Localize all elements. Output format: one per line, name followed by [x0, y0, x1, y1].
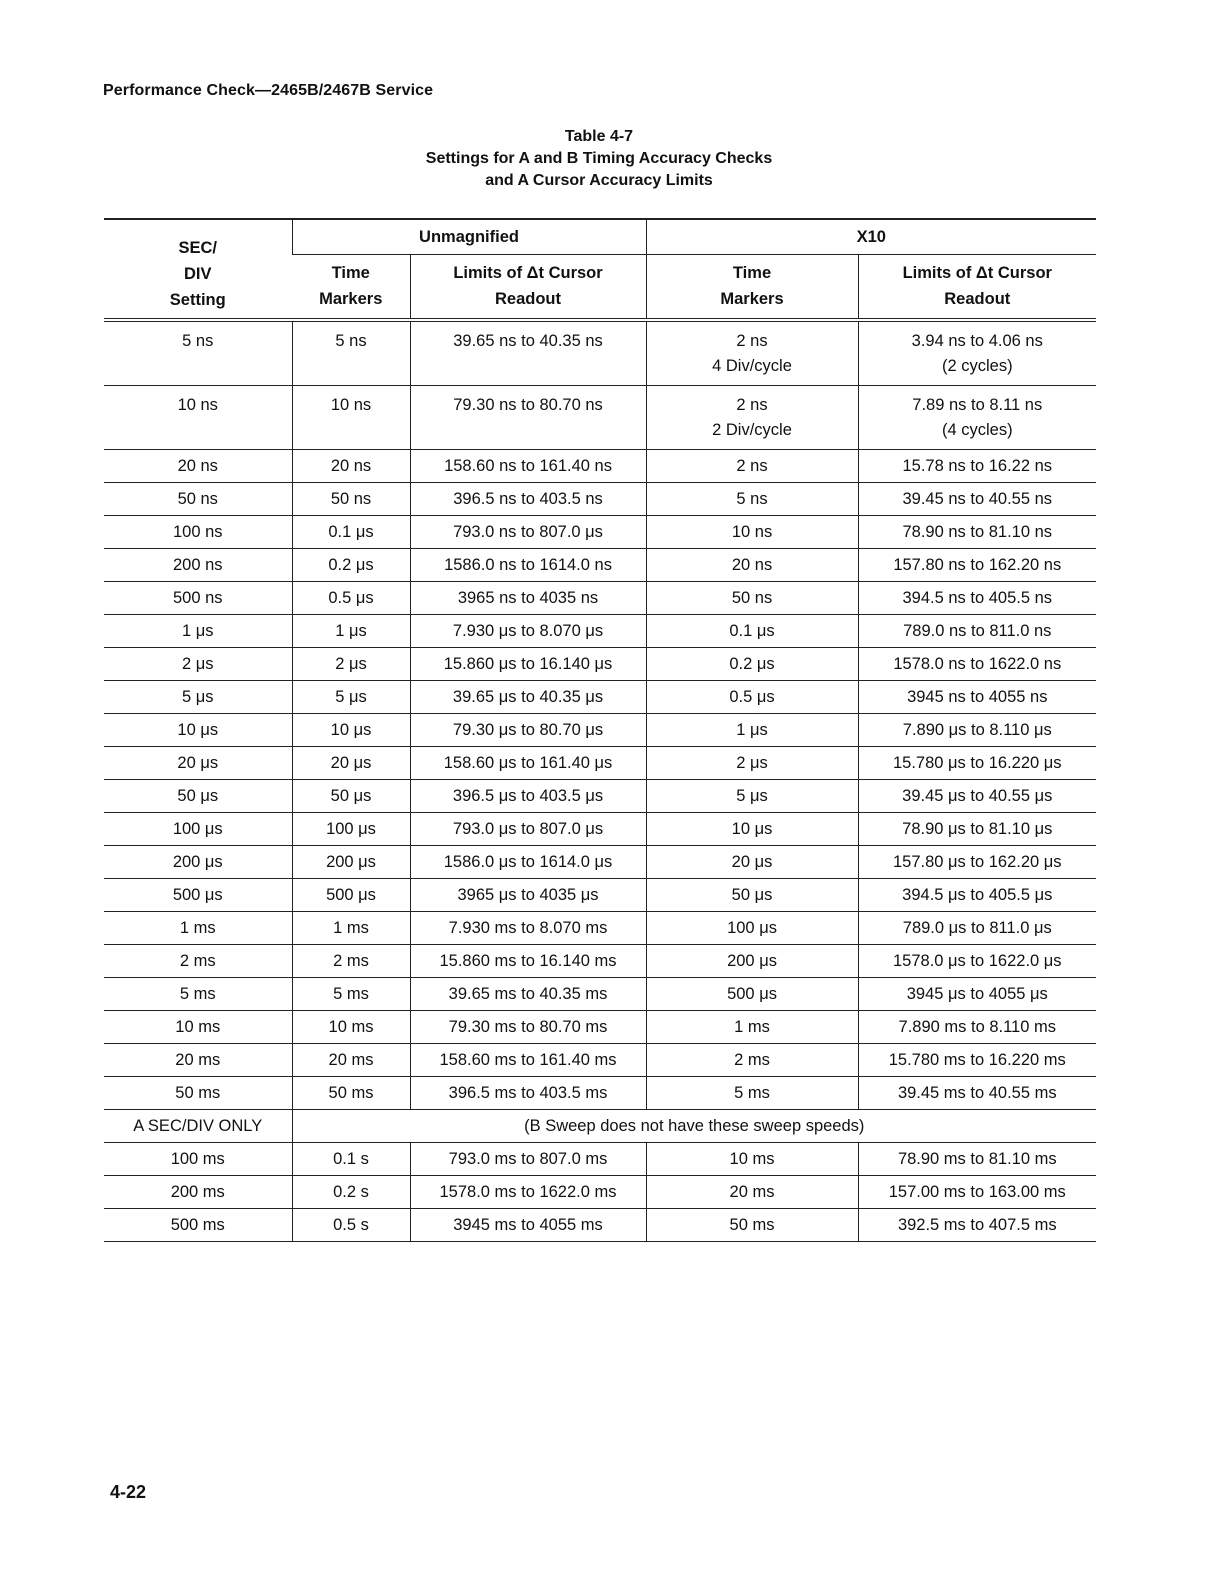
cell-unmagnified-limits: 79.30 μs to 80.70 μs — [410, 714, 646, 747]
cell-x10-limits — [858, 320, 1096, 386]
cell-unmagnified-markers: 2 μs — [292, 648, 410, 681]
table-row — [104, 978, 1096, 1011]
cell-unmagnified-markers: 10 μs — [292, 714, 410, 747]
cell-x10-limits: 7.890 ms to 8.110 ms — [858, 1011, 1096, 1044]
cell-unmagnified-limits: 3945 ms to 4055 ms — [410, 1209, 646, 1242]
header-sec-div-setting — [104, 219, 292, 320]
cell-unmagnified-limits: 158.60 ms to 161.40 ms — [410, 1044, 646, 1077]
cell-x10-limits: 39.45 μs to 40.55 μs — [858, 780, 1096, 813]
cell-setting: 10 ns — [104, 386, 292, 450]
cell-x10-limits: 394.5 μs to 405.5 μs — [858, 879, 1096, 912]
cell-x10-markers: 0.5 μs — [646, 681, 858, 714]
header-setting-line-3: Setting — [169, 291, 226, 309]
cell-unmagnified-markers: 2 ms — [292, 945, 410, 978]
table-title-line-2: and A Cursor Accuracy Limits — [485, 172, 713, 189]
cell-x10-limits: 1578.0 ns to 1622.0 ns — [858, 648, 1096, 681]
cell-x10-markers: 2 ns — [646, 450, 858, 483]
cell-x10-markers: 50 ms — [646, 1209, 858, 1242]
header-setting-line-1: SEC/ — [178, 239, 217, 257]
header-unmagnified-limits — [410, 255, 646, 321]
cell-unmagnified-markers: 50 ns — [292, 483, 410, 516]
header-x10-limits — [858, 255, 1096, 321]
cell-unmagnified-markers: 20 μs — [292, 747, 410, 780]
cell-unmagnified-markers: 10 ns — [292, 386, 410, 450]
cell-unmagnified-markers: 20 ns — [292, 450, 410, 483]
cell-x10-limits: 3945 ns to 4055 ns — [858, 681, 1096, 714]
cell-setting: 200 μs — [104, 846, 292, 879]
table-row — [104, 681, 1096, 714]
cell-unmagnified-markers: 5 μs — [292, 681, 410, 714]
cell-x10-markers-value: 2 ns — [736, 332, 768, 350]
table-caption — [0, 126, 1198, 192]
page-number: 4-22 — [110, 1482, 147, 1502]
cell-setting: 100 ms — [104, 1143, 292, 1176]
cell-unmagnified-limits: 15.860 μs to 16.140 μs — [410, 648, 646, 681]
cell-x10-limits: 15.780 ms to 16.220 ms — [858, 1044, 1096, 1077]
cell-unmagnified-limits: 39.65 ms to 40.35 ms — [410, 978, 646, 1011]
cell-x10-limits-value: 7.89 ns to 8.11 ns — [912, 396, 1043, 414]
cell-x10-markers: 50 ns — [646, 582, 858, 615]
cell-setting: 50 ns — [104, 483, 292, 516]
a-sec-div-only-label: A SEC/DIV ONLY — [104, 1110, 292, 1143]
cell-unmagnified-limits: 396.5 ns to 403.5 ns — [410, 483, 646, 516]
cell-unmagnified-limits: 396.5 ms to 403.5 ms — [410, 1077, 646, 1110]
cell-x10-markers — [646, 386, 858, 450]
cell-unmagnified-limits: 158.60 ns to 161.40 ns — [410, 450, 646, 483]
a-only-note-row — [104, 1110, 1096, 1143]
cell-setting: 500 ms — [104, 1209, 292, 1242]
cell-unmagnified-limits: 39.65 μs to 40.35 μs — [410, 681, 646, 714]
table-row — [104, 813, 1096, 846]
table-row — [104, 483, 1096, 516]
cell-x10-markers: 20 ns — [646, 549, 858, 582]
cell-unmagnified-markers: 5 ms — [292, 978, 410, 1011]
cell-unmagnified-limits: 793.0 ns to 807.0 μs — [410, 516, 646, 549]
cell-unmagnified-limits: 7.930 μs to 8.070 μs — [410, 615, 646, 648]
cell-x10-markers: 50 μs — [646, 879, 858, 912]
cell-setting: 2 μs — [104, 648, 292, 681]
cell-x10-markers-value: 2 ns — [736, 396, 768, 414]
cell-unmagnified-limits: 79.30 ns to 80.70 ns — [410, 386, 646, 450]
table-row — [104, 450, 1096, 483]
cell-x10-limits: 15.78 ns to 16.22 ns — [858, 450, 1096, 483]
cell-unmagnified-markers: 0.1 s — [292, 1143, 410, 1176]
table-row — [104, 320, 1096, 386]
cell-unmagnified-limits: 79.30 ms to 80.70 ms — [410, 1011, 646, 1044]
cell-unmagnified-markers: 1 ms — [292, 912, 410, 945]
cell-setting: 5 ms — [104, 978, 292, 1011]
table-row — [104, 846, 1096, 879]
header-limits-line-1: Limits of Δt Cursor — [902, 264, 1052, 282]
cell-x10-markers: 5 ns — [646, 483, 858, 516]
table-row — [104, 1077, 1096, 1110]
cell-x10-limits: 78.90 ms to 81.10 ms — [858, 1143, 1096, 1176]
cell-unmagnified-markers: 10 ms — [292, 1011, 410, 1044]
cell-x10-limits: 39.45 ms to 40.55 ms — [858, 1077, 1096, 1110]
cell-x10-limits: 7.890 μs to 8.110 μs — [858, 714, 1096, 747]
cell-x10-limits: 789.0 ns to 811.0 ns — [858, 615, 1096, 648]
table-row — [104, 879, 1096, 912]
cell-x10-markers: 500 μs — [646, 978, 858, 1011]
cell-unmagnified-limits: 1586.0 μs to 1614.0 μs — [410, 846, 646, 879]
cell-setting: 200 ms — [104, 1176, 292, 1209]
cell-unmagnified-markers: 50 ms — [292, 1077, 410, 1110]
cell-unmagnified-limits: 793.0 ms to 807.0 ms — [410, 1143, 646, 1176]
cell-x10-limits: 15.780 μs to 16.220 μs — [858, 747, 1096, 780]
table-body — [104, 320, 1096, 1242]
table-row — [104, 648, 1096, 681]
cell-unmagnified-limits: 3965 μs to 4035 μs — [410, 879, 646, 912]
cell-x10-limits: 157.80 μs to 162.20 μs — [858, 846, 1096, 879]
cell-x10-limits — [858, 386, 1096, 450]
table-row — [104, 945, 1096, 978]
table-row — [104, 1176, 1096, 1209]
header-limits-line-1: Limits of Δt Cursor — [453, 264, 603, 282]
table-row — [104, 1143, 1096, 1176]
cell-unmagnified-markers: 0.1 μs — [292, 516, 410, 549]
cell-unmagnified-limits: 3965 ns to 4035 ns — [410, 582, 646, 615]
table-row — [104, 386, 1096, 450]
header-limits-line-2: Readout — [944, 290, 1011, 308]
cell-x10-markers: 5 ms — [646, 1077, 858, 1110]
cell-setting: 20 ms — [104, 1044, 292, 1077]
cell-x10-limits: 78.90 ns to 81.10 ns — [858, 516, 1096, 549]
cell-x10-limits: 157.00 ms to 163.00 ms — [858, 1176, 1096, 1209]
cell-x10-markers: 2 μs — [646, 747, 858, 780]
cell-setting: 10 μs — [104, 714, 292, 747]
cell-unmagnified-limits: 1578.0 ms to 1622.0 ms — [410, 1176, 646, 1209]
cell-unmagnified-markers: 0.2 μs — [292, 549, 410, 582]
cell-setting: 2 ms — [104, 945, 292, 978]
table-title-line-1: Settings for A and B Timing Accuracy Checks — [425, 150, 773, 167]
cell-x10-markers: 2 ms — [646, 1044, 858, 1077]
cell-setting: 100 μs — [104, 813, 292, 846]
header-setting-line-2: DIV — [183, 265, 212, 283]
header-time-markers-line-2: Markers — [319, 290, 383, 308]
cell-x10-limits: 392.5 ms to 407.5 ms — [858, 1209, 1096, 1242]
table-row — [104, 780, 1096, 813]
cell-x10-markers: 100 μs — [646, 912, 858, 945]
cell-unmagnified-limits: 15.860 ms to 16.140 ms — [410, 945, 646, 978]
cell-x10-limits: 78.90 μs to 81.10 μs — [858, 813, 1096, 846]
cell-unmagnified-limits: 7.930 ms to 8.070 ms — [410, 912, 646, 945]
header-time-markers-line-1: Time — [732, 264, 772, 282]
table-row — [104, 582, 1096, 615]
table-row — [104, 615, 1096, 648]
cell-x10-markers-sub: 4 Div/cycle — [712, 357, 792, 375]
cell-unmagnified-markers: 50 μs — [292, 780, 410, 813]
cell-x10-markers: 200 μs — [646, 945, 858, 978]
cell-unmagnified-limits: 158.60 μs to 161.40 μs — [410, 747, 646, 780]
header-unmagnified: Unmagnified — [292, 219, 646, 255]
cell-setting: 5 ns — [104, 320, 292, 386]
cell-unmagnified-markers: 100 μs — [292, 813, 410, 846]
cell-x10-markers: 10 μs — [646, 813, 858, 846]
cell-x10-markers: 0.2 μs — [646, 648, 858, 681]
table-header — [104, 219, 1096, 320]
cell-x10-limits: 394.5 ns to 405.5 ns — [858, 582, 1096, 615]
table-row — [104, 714, 1096, 747]
header-time-markers-line-2: Markers — [720, 290, 784, 308]
cell-x10-limits: 39.45 ns to 40.55 ns — [858, 483, 1096, 516]
cell-unmagnified-markers: 20 ms — [292, 1044, 410, 1077]
timing-accuracy-table — [104, 218, 1096, 1242]
cell-setting: 50 μs — [104, 780, 292, 813]
b-sweep-note: (B Sweep does not have these sweep speeds) — [292, 1110, 1096, 1143]
header-limits-line-2: Readout — [495, 290, 561, 308]
cell-unmagnified-limits: 1586.0 ns to 1614.0 ns — [410, 549, 646, 582]
cell-unmagnified-limits: 39.65 ns to 40.35 ns — [410, 320, 646, 386]
cell-x10-markers-sub: 2 Div/cycle — [712, 421, 792, 439]
cell-x10-markers: 1 μs — [646, 714, 858, 747]
cell-x10-limits-value: 3.94 ns to 4.06 ns — [911, 332, 1043, 350]
header-time-markers-line-1: Time — [331, 264, 370, 282]
cell-setting: 10 ms — [104, 1011, 292, 1044]
table-row — [104, 912, 1096, 945]
cell-x10-markers: 20 ms — [646, 1176, 858, 1209]
cell-setting: 100 ns — [104, 516, 292, 549]
cell-setting: 1 ms — [104, 912, 292, 945]
header-x10: X10 — [646, 219, 1096, 255]
running-head: Performance Check—2465B/2467B Service — [103, 82, 434, 99]
cell-x10-limits: 789.0 μs to 811.0 μs — [858, 912, 1096, 945]
cell-setting: 20 μs — [104, 747, 292, 780]
cell-unmagnified-markers: 200 μs — [292, 846, 410, 879]
table-number: Table 4-7 — [564, 128, 634, 145]
header-x10-time-markers — [646, 255, 858, 321]
cell-x10-limits-sub: (2 cycles) — [941, 357, 1013, 375]
cell-setting: 20 ns — [104, 450, 292, 483]
cell-x10-markers: 5 μs — [646, 780, 858, 813]
cell-x10-markers: 10 ns — [646, 516, 858, 549]
cell-unmagnified-markers: 0.2 s — [292, 1176, 410, 1209]
cell-unmagnified-markers: 1 μs — [292, 615, 410, 648]
table-row — [104, 1044, 1096, 1077]
table-row — [104, 549, 1096, 582]
cell-setting: 5 μs — [104, 681, 292, 714]
cell-unmagnified-markers: 5 ns — [292, 320, 410, 386]
table-row — [104, 1209, 1096, 1242]
header-unmagnified-time-markers — [292, 255, 410, 321]
cell-x10-limits: 157.80 ns to 162.20 ns — [858, 549, 1096, 582]
cell-x10-limits: 1578.0 μs to 1622.0 μs — [858, 945, 1096, 978]
cell-unmagnified-limits: 793.0 μs to 807.0 μs — [410, 813, 646, 846]
cell-unmagnified-markers: 500 μs — [292, 879, 410, 912]
table-row — [104, 1011, 1096, 1044]
cell-setting: 1 μs — [104, 615, 292, 648]
cell-x10-markers: 10 ms — [646, 1143, 858, 1176]
table-row — [104, 516, 1096, 549]
cell-x10-markers: 20 μs — [646, 846, 858, 879]
cell-x10-limits-sub: (4 cycles) — [941, 421, 1013, 439]
table-row — [104, 747, 1096, 780]
cell-x10-markers: 0.1 μs — [646, 615, 858, 648]
cell-setting: 500 μs — [104, 879, 292, 912]
cell-x10-limits: 3945 μs to 4055 μs — [858, 978, 1096, 1011]
cell-x10-markers — [646, 320, 858, 386]
cell-unmagnified-markers: 0.5 s — [292, 1209, 410, 1242]
cell-setting: 50 ms — [104, 1077, 292, 1110]
cell-unmagnified-limits: 396.5 μs to 403.5 μs — [410, 780, 646, 813]
cell-unmagnified-markers: 0.5 μs — [292, 582, 410, 615]
cell-setting: 500 ns — [104, 582, 292, 615]
cell-x10-markers: 1 ms — [646, 1011, 858, 1044]
cell-setting: 200 ns — [104, 549, 292, 582]
